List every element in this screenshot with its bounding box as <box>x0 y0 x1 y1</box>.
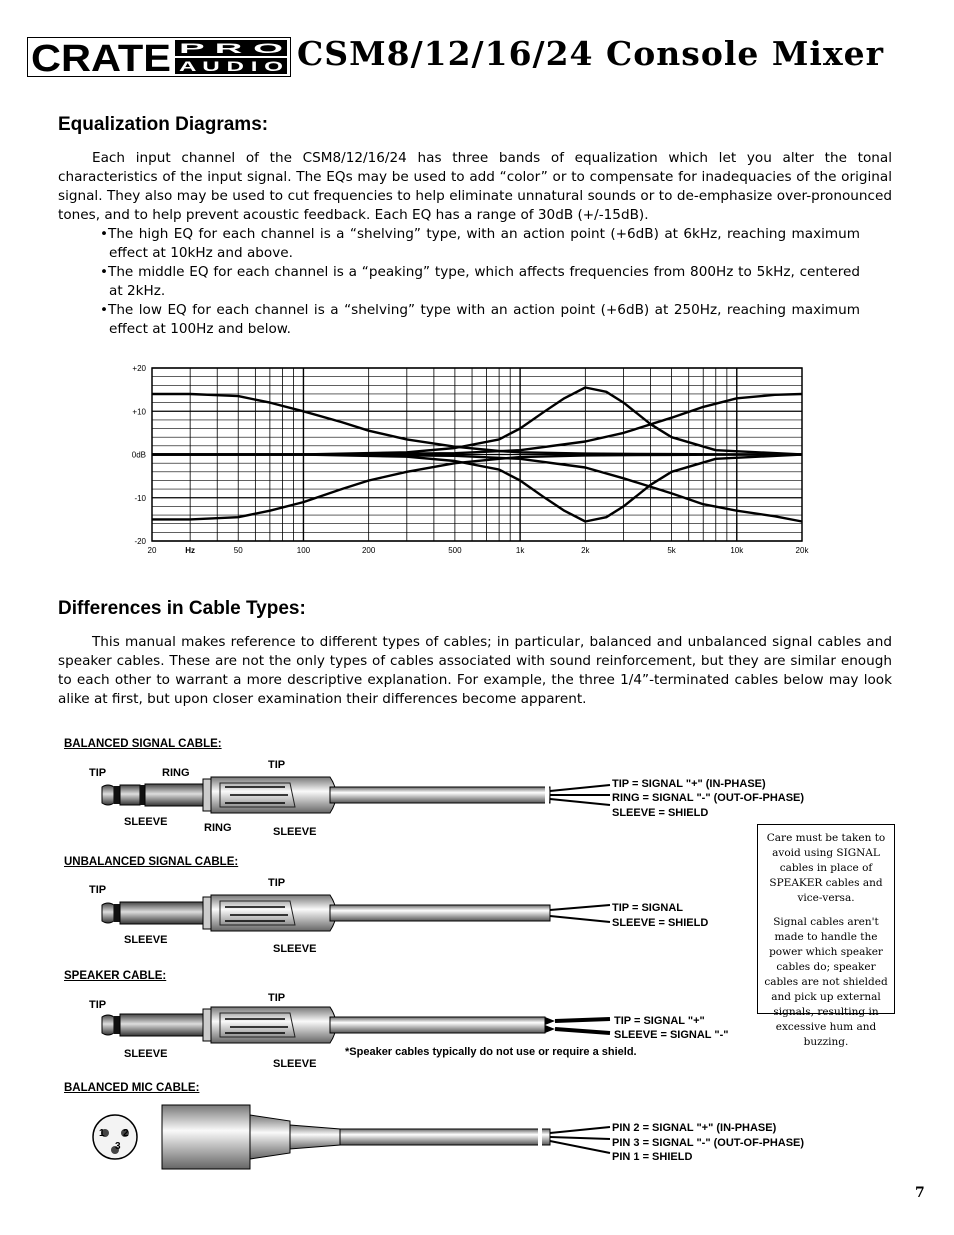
cable-heading: Differences in Cable Types: <box>58 598 306 619</box>
cable-warning-note <box>757 824 895 1048</box>
unbalanced-tip2-label: TIP <box>268 877 286 889</box>
eq-heading: Equalization Diagrams: <box>58 114 269 135</box>
eq-response-chart <box>120 360 820 560</box>
speaker-wiring-1: TIP = SIGNAL "+" <box>614 1015 705 1027</box>
y-tick-label: +20 <box>132 364 146 373</box>
x-tick-label: 200 <box>361 546 376 555</box>
unbalanced-wiring-1: TIP = SIGNAL <box>612 902 684 914</box>
mic-wiring-1: PIN 2 = SIGNAL "+" (IN-PHASE) <box>612 1122 777 1134</box>
x-tick-label: 10k <box>730 546 744 555</box>
balanced-ring-label: RING <box>162 767 190 779</box>
page-title: CSM8/12/16/24 Console Mixer <box>297 34 885 73</box>
bullet-mid-eq: •The middle EQ for each channel is a “peaking” type, which affects frequencies from 800Hz to 5kHz, centered at 2kHz. <box>100 264 860 299</box>
unbalanced-wiring-2: SLEEVE = SHIELD <box>612 917 709 929</box>
x-tick-label: 2k <box>581 546 590 555</box>
x-tick-label: 100 <box>296 546 311 555</box>
balanced-ring2-label: RING <box>204 822 232 834</box>
speaker-tip-label: TIP <box>89 999 107 1011</box>
svg-text:CRATE: CRATE <box>31 38 171 77</box>
balanced-tip2-label: TIP <box>268 759 286 771</box>
speaker-ts-plug <box>102 1007 610 1043</box>
mic-wiring-3: PIN 1 = SHIELD <box>612 1151 693 1163</box>
note-paragraph-1: Care must be taken to avoid using SIGNAL cables in place of SPEAKER cables and vice-versa. <box>766 832 886 904</box>
eq-intro-paragraph <box>58 149 892 225</box>
mic-wiring-2: PIN 3 = SIGNAL "-" (OUT-OF-PHASE) <box>612 1137 805 1149</box>
balanced-sleeve2-label: SLEEVE <box>273 826 317 838</box>
note-paragraph-2: Signal cables aren't made to handle the power which speaker cables do; speaker cables are not shielded and pick up external signals, resulting in excessive hum and buzzing. <box>764 916 888 1048</box>
x-tick-label: 20 <box>147 546 157 555</box>
xlr-mic-plug <box>93 1105 610 1169</box>
balanced-cable-title: BALANCED SIGNAL CABLE: <box>64 738 222 750</box>
y-tick-label: 0dB <box>131 450 146 460</box>
balanced-trs-plug <box>102 777 610 813</box>
xlr-pin-1: 1 <box>99 1128 105 1139</box>
unbalanced-tip-label: TIP <box>89 884 107 896</box>
cable-paragraph-text: This manual makes reference to different types of cables; in particular, balanced and unbalanced signal cables and speaker cables. These are not the only types of cables associated with sound reinforcement, but they are similar enough to each other to warrant a more descriptive explanation. For example, the three 1/4”-terminated cables below may look alike at first, but upon closer examination their differences become apparent. <box>58 634 892 707</box>
x-axis-label: Hz <box>185 546 196 555</box>
cable-illustrations <box>90 755 620 1175</box>
balanced-tip-label: TIP <box>89 767 107 779</box>
speaker-wiring-2: SLEEVE = SIGNAL "-" <box>614 1029 729 1041</box>
speaker-tip2-label: TIP <box>268 992 286 1004</box>
bullet-low-eq: •The low EQ for each channel is a “shelving” type with an action point (+6dB) at 250Hz, reaching maximum effect at 100Hz and below. <box>100 302 860 337</box>
x-tick-label: 20k <box>795 546 809 555</box>
speaker-sleeve2-label: SLEEVE <box>273 1058 317 1070</box>
cable-intro-paragraph <box>58 633 892 709</box>
unbalanced-sleeve-label: SLEEVE <box>124 934 168 946</box>
speaker-footnote: *Speaker cables typically do not use or require a shield. <box>345 1046 637 1058</box>
y-tick-label: -20 <box>134 537 146 546</box>
x-tick-label: 500 <box>448 546 462 555</box>
y-tick-label: +10 <box>132 407 146 417</box>
bullet-high-eq: •The high EQ for each channel is a “shelving” type, with an action point (+6dB) at 6kHz, reaching maximum effect at 10kHz and above. <box>100 226 860 261</box>
mic-cable-title: BALANCED MIC CABLE: <box>64 1082 200 1094</box>
x-tick-label: 50 <box>233 546 243 555</box>
page-number: 7 <box>915 1185 925 1201</box>
unbalanced-sleeve2-label: SLEEVE <box>273 943 317 955</box>
x-tick-label: 5k <box>667 546 676 555</box>
eq-paragraph-text: Each input channel of the CSM8/12/16/24 has three bands of equalization which let you alter the tonal characteristics of the input signal. The EQs may be used to add “color” or to compensate for inadequacies of the original signal. They also may be used to cut frequencies to help eliminate unnatural sounds or to de-emphasize over-pronounced tones, and to help prevent acoustic feedback. Each EQ has a range of 30dB (+/-15dB). <box>58 150 892 223</box>
xlr-pin-3: 3 <box>115 1141 121 1152</box>
svg-text:A U D I O: A U D I O <box>179 58 284 74</box>
eq-bullet-list <box>100 225 860 339</box>
balanced-sleeve-label: SLEEVE <box>124 816 168 828</box>
balanced-wiring-2: RING = SIGNAL "-" (OUT-OF-PHASE) <box>612 792 805 804</box>
balanced-wiring-1: TIP = SIGNAL "+" (IN-PHASE) <box>612 778 766 790</box>
speaker-cable-title: SPEAKER CABLE: <box>64 970 167 982</box>
x-tick-label: 1k <box>515 546 525 555</box>
y-tick-label: -10 <box>134 493 146 503</box>
balanced-wiring-3: SLEEVE = SHIELD <box>612 807 709 819</box>
xlr-pin-2: 2 <box>123 1128 129 1139</box>
speaker-sleeve-label: SLEEVE <box>124 1048 168 1060</box>
crate-pro-audio-logo <box>27 37 291 77</box>
unbalanced-ts-plug <box>102 895 610 931</box>
svg-text:P R O: P R O <box>179 40 284 56</box>
unbalanced-cable-title: UNBALANCED SIGNAL CABLE: <box>64 856 239 868</box>
